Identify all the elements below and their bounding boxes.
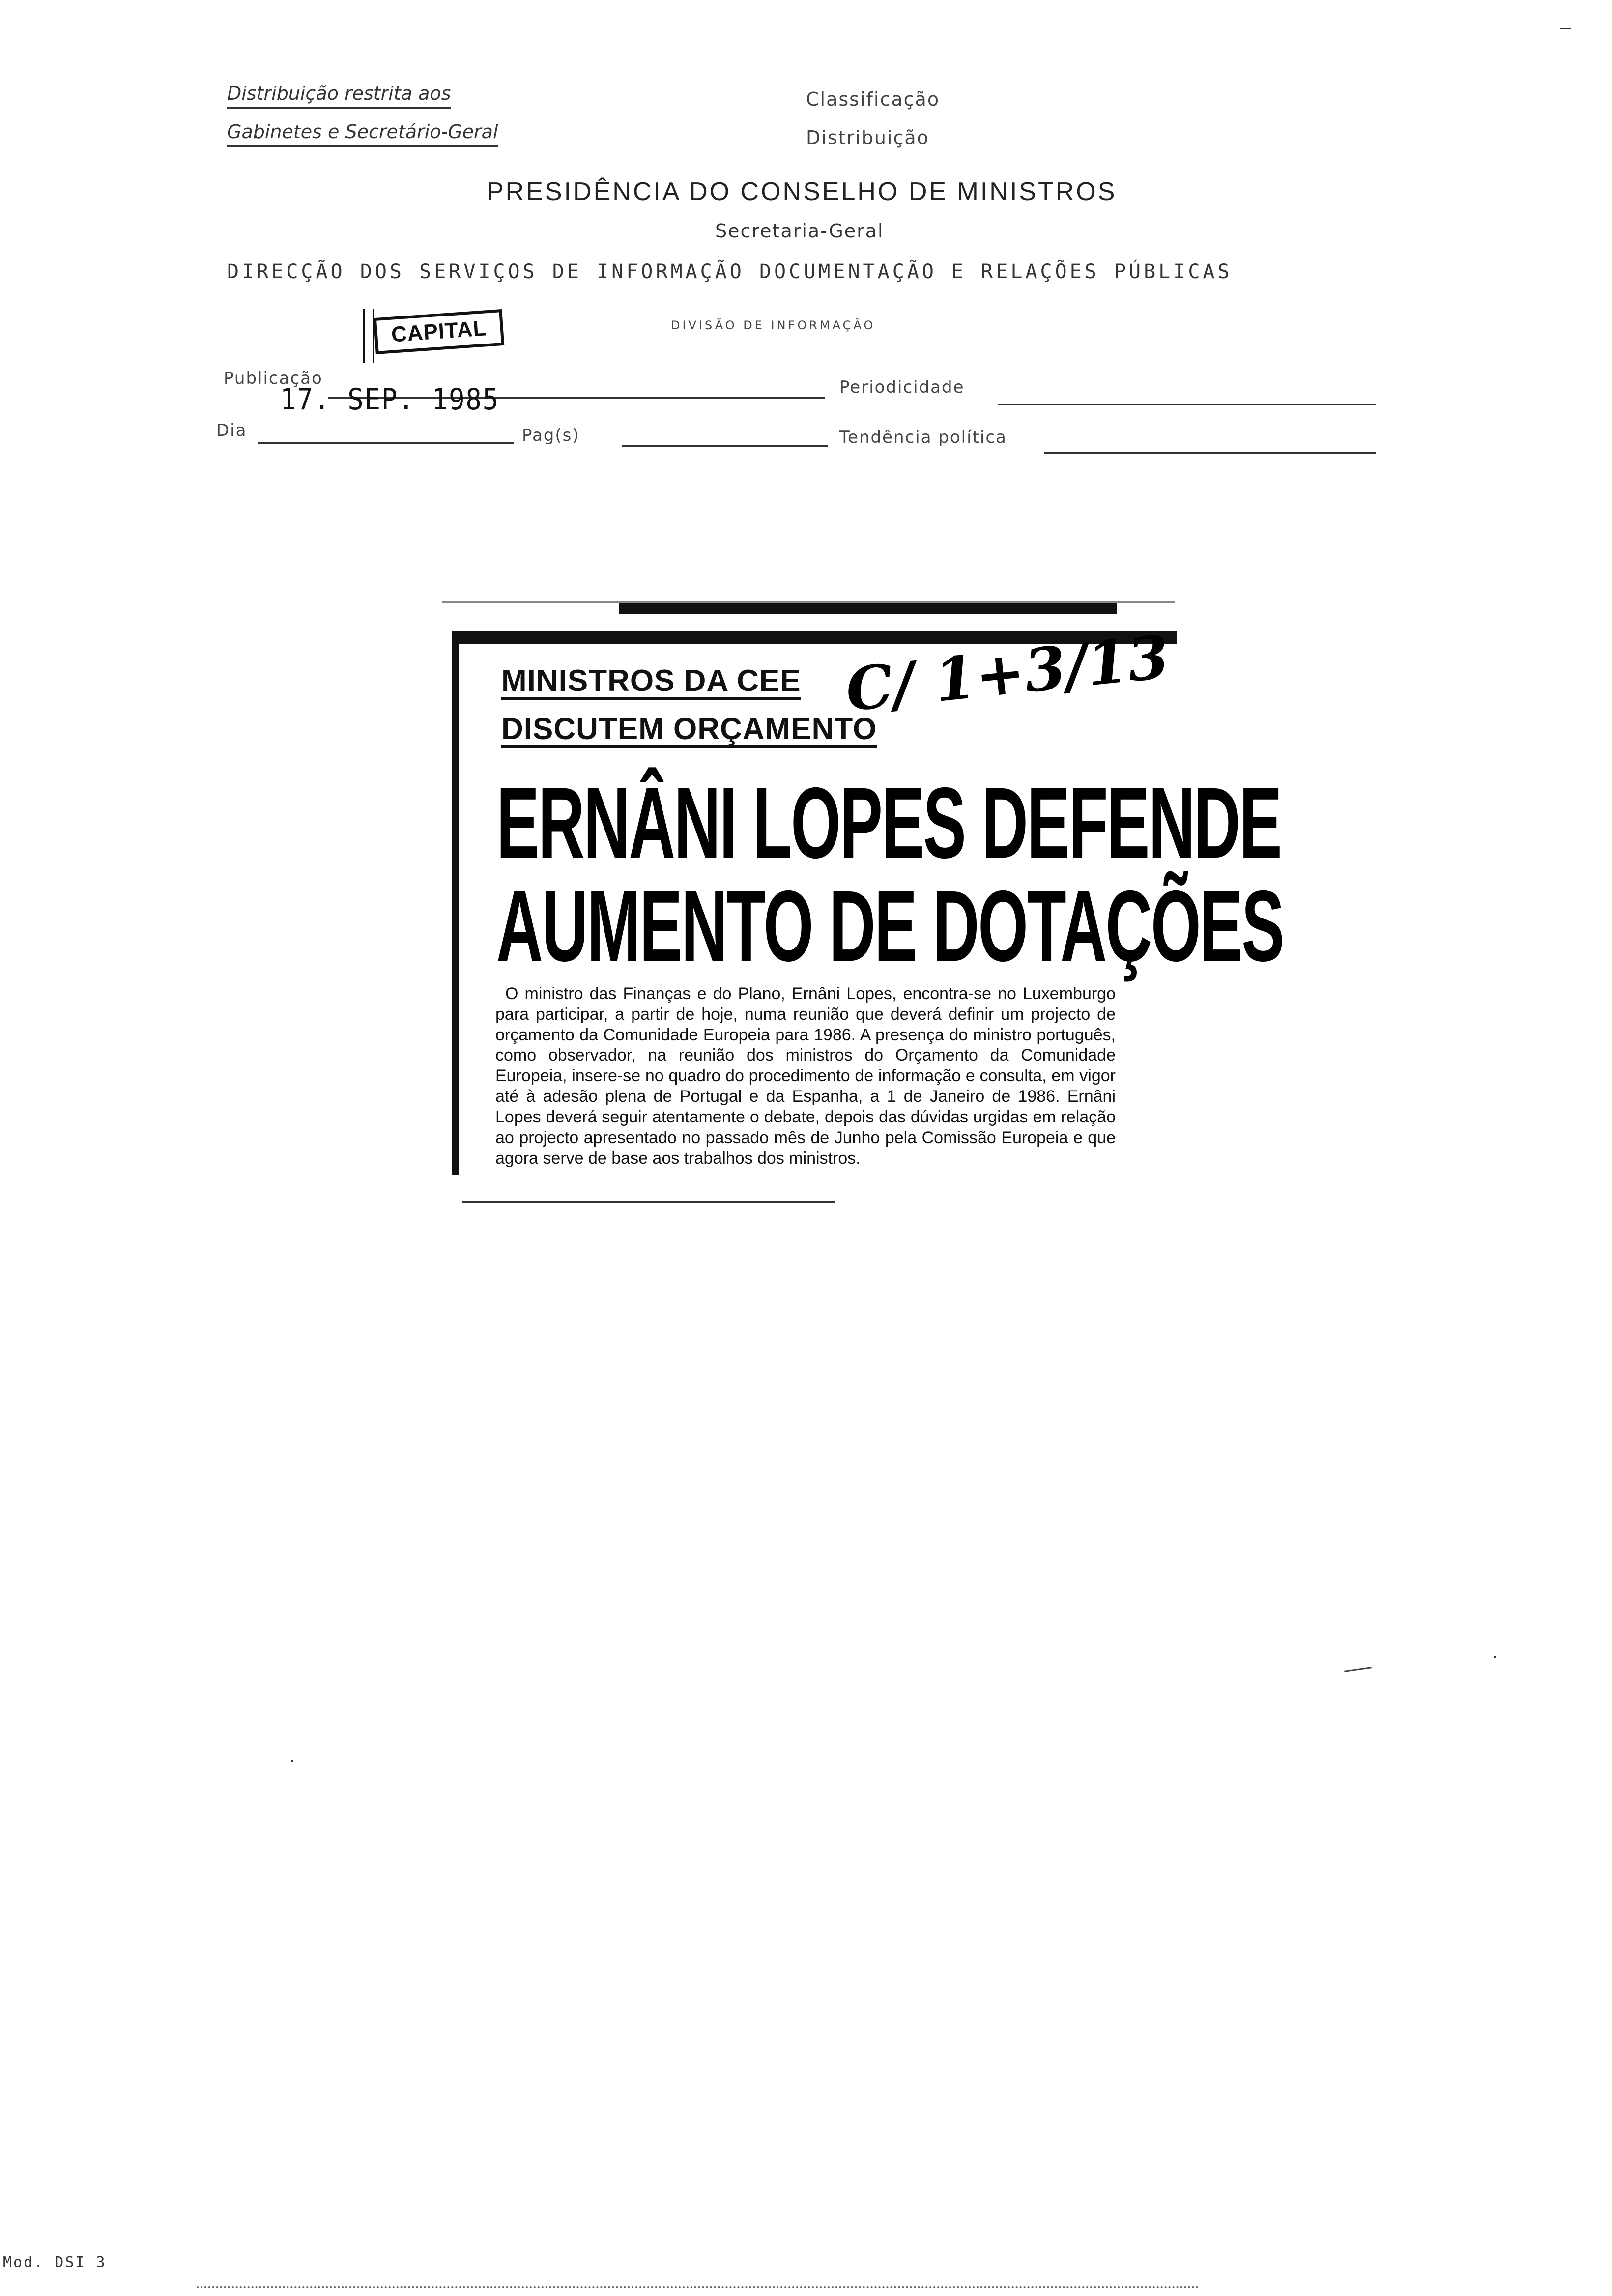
publication-stamp: CAPITAL: [374, 309, 505, 354]
scan-speck: [291, 1760, 293, 1762]
bottom-scan-edge: [197, 2286, 1199, 2290]
headline-line-1: ERNÂNI LOPES DEFENDE: [496, 767, 1281, 879]
document-title: PRESIDÊNCIA DO CONSELHO DE MINISTROS: [487, 177, 1117, 206]
headline-line-2: AUMENTO DE DOTAÇÕES: [496, 870, 1284, 982]
form-code: Mod. DSI 3: [3, 2254, 107, 2271]
pags-label: Pag(s): [522, 426, 580, 445]
newspaper-clipping: [432, 601, 1284, 1215]
publicacao-label: Publicação: [224, 369, 323, 388]
publication-date-stamp: 17. SEP. 1985: [280, 382, 500, 417]
scan-speck-2: [1494, 1656, 1496, 1658]
periodicidade-label: Periodicidade: [839, 377, 965, 397]
corner-mark: [1560, 28, 1571, 29]
divisao-line: DIVISÃO DE INFORMAÇÃO: [671, 318, 876, 332]
clipping-top-bar: [619, 603, 1117, 614]
kicker-text-1: MINISTROS DA CEE: [501, 665, 801, 700]
publication-stamp-bracket: [363, 309, 374, 363]
kicker-text-2: DISCUTEM ORÇAMENTO: [501, 713, 877, 748]
handwritten-reference: C/ 1+3/13: [842, 622, 1173, 725]
pags-line: [622, 445, 828, 447]
document-subtitle: Secretaria-Geral: [715, 220, 884, 242]
dia-label: Dia: [216, 421, 247, 440]
distribution-text-1: Distribuição restrita aos: [227, 83, 451, 109]
classificacao-label: Classificação: [806, 88, 940, 110]
distribution-text-2: Gabinetes e Secretário-Geral: [227, 121, 498, 147]
article-body: O ministro das Finanças e do Plano, Ernâni Lopes, encontra-se no Luxemburgo para participar, a partir de hoje, numa reunião que deverá definir um projecto de orçamento da Comunidade Europeia para 1986. A presença do ministro português, como observador, na reunião dos ministros do Orçamento da Comunidade Europeia, insere-se no quadro do procedimento de informação e consulta, em vigor até à adesão plena de Portugal e da Espanha, a 1 de Janeiro de 1986. Ernâni Lopes deverá seguir atentamente o debate, depois das dúvidas urgidas em relação ao projecto apresentado no passado mês de Junho pela Comissão Europeia e que agora serve de base aos trabalhos dos ministros.: [495, 984, 1116, 1168]
kicker-line-1: [501, 663, 801, 700]
direccao-line: DIRECÇÃO DOS SERVIÇOS DE INFORMAÇÃO DOCUMENTAÇÃO E RELAÇÕES PÚBLICAS: [227, 260, 1233, 283]
scan-mark: [1344, 1667, 1372, 1672]
dia-line: [258, 442, 514, 444]
tendencia-line: [1044, 452, 1376, 454]
tendencia-label: Tendência política: [839, 428, 1007, 447]
distribution-note-line2: [227, 121, 498, 147]
clipping-bottom-rule: [462, 1201, 835, 1203]
distribuicao-label: Distribuição: [806, 127, 929, 148]
kicker-line-2: [501, 712, 877, 748]
distribution-note-line1: [227, 83, 451, 109]
periodicidade-line: [998, 404, 1376, 405]
